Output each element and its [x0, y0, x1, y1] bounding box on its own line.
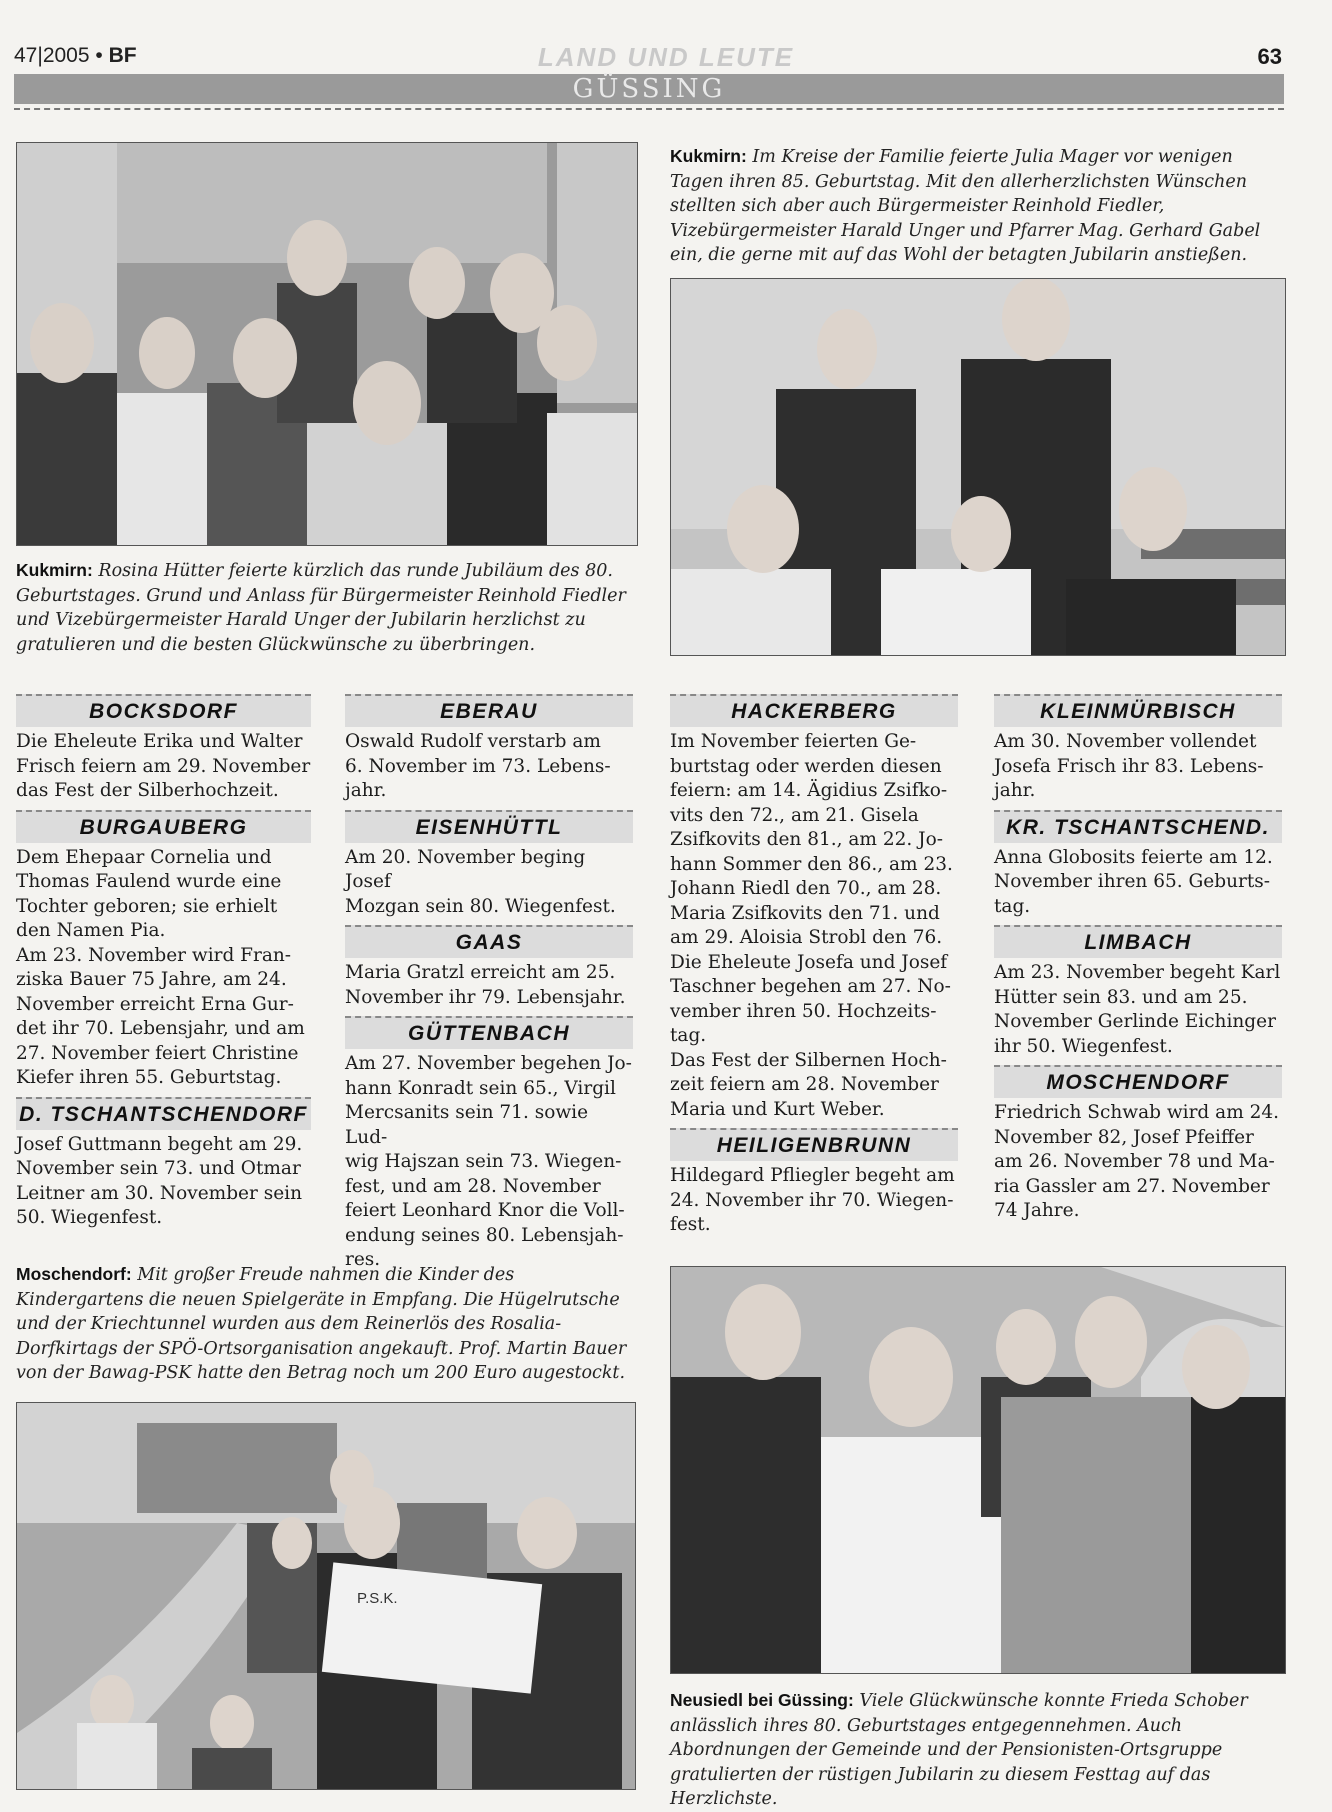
- news-item: [994, 925, 1282, 1059]
- news-heading: EISENHÜTTL: [345, 810, 633, 843]
- news-item: [345, 694, 633, 804]
- photo-neusiedl: [670, 1266, 1286, 1674]
- news-item: [345, 925, 633, 1010]
- news-item: [16, 810, 311, 1091]
- news-item: [994, 694, 1282, 804]
- news-item: [16, 694, 311, 804]
- news-heading: D. TSCHANTSCHENDORF: [16, 1097, 311, 1130]
- news-heading: BOCKSDORF: [16, 694, 311, 727]
- news-text: Josef Guttmann begeht am 29. November sein 73. und Otmar Leitner am 30. November sein 50. Wiegenfest.: [16, 1133, 303, 1228]
- news-text: Am 20. November beging Josef Mozgan sein 80. Wiegenfest.: [345, 846, 616, 917]
- section-title: LAND UND LEUTE: [537, 42, 795, 72]
- news-text: Die Eheleute Erika und Walter Frisch feiern am 29. November das Fest der Silberhochzeit.: [16, 731, 311, 801]
- news-text: Im November feierten Ge- burtstag oder werden diesen feiern: am 14. Ägidius Zsifko- vits den 72., am 21. Gisela Zsifkovits den 81., am 22. Jo- hann Sommer den 86., am 23. Johann Riedl den 70., am 28. Maria Zsifkovits den 71. und am 29. Aloisia Strobl den 76. Die Eheleute Josefa und Josef Taschner begehen am 27. No- vember ihren 50. Hochzeits- tag. Das Fest der Silbernen Hoch- zeit feiern am 28. November Maria und Kurt Weber.: [670, 731, 953, 1120]
- brand-label: BF: [108, 44, 137, 67]
- news-text: Hildegard Pfliegler begeht am 24. November ihr 70. Wiegen- fest.: [670, 1165, 955, 1235]
- photo-kukmirn-rosina: [16, 142, 638, 546]
- caption-text: Im Kreise der Familie feierte Julia Mager vor wenigen Tagen ihren 85. Geburtstag. Mit den allerherzlichsten Wünschen stellten sich aber auch Bürgermeister Reinhold Fiedler, Vizebürgermeister Harald Unger und Pfarrer Mag. Gerhard Gabel ein, die gerne mit auf das Wohl der betagten Jubilarin anstießen.: [670, 147, 1261, 265]
- news-heading: MOSCHENDORF: [994, 1065, 1282, 1098]
- news-heading: KR. TSCHANTSCHEND.: [994, 810, 1282, 843]
- news-heading: HACKERBERG: [670, 694, 958, 727]
- news-item: [345, 810, 633, 920]
- caption-location: Neusiedl bei Güssing:: [670, 1690, 854, 1710]
- region-title: GÜSSING: [572, 74, 726, 104]
- caption-location: Kukmirn:: [670, 146, 747, 166]
- issue-number: 47|2005: [14, 44, 90, 67]
- news-text: Oswald Rudolf verstarb am 6. November im 73. Lebens- jahr.: [345, 731, 611, 801]
- issue-bullet: •: [95, 44, 103, 67]
- news-column-2: [345, 694, 633, 1279]
- news-text: Friedrich Schwab wird am 24. November 82, Josef Pfeiffer am 26. November 78 und Ma- ria Gassler am 27. November 74 Jahre.: [994, 1102, 1280, 1221]
- news-column-4: [994, 694, 1282, 1230]
- news-heading: EBERAU: [345, 694, 633, 727]
- news-text: Anna Globosits feierte am 12. November ihren 65. Geburts- tag.: [994, 846, 1273, 917]
- news-text: Am 23. November begeht Karl Hütter sein 83. und am 25. November Gerlinde Eichinger ihr 50. Wiegenfest.: [994, 962, 1281, 1057]
- news-item: [670, 694, 958, 1122]
- news-item: [994, 1065, 1282, 1224]
- caption-neusiedl: [670, 1688, 1284, 1812]
- news-heading: KLEINMÜRBISCH: [994, 694, 1282, 727]
- check-psk-label: P.S.K.: [357, 1590, 398, 1607]
- news-text: Am 27. November begehen Jo- hann Konradt sein 65., Virgil Mercsanits sein 71. sowie Lud- wig Hajszan sein 73. Wiegen- fest, und am 28. November feiert Leonhard Knor die Voll- endung seines 80. Lebensjah- res.: [345, 1053, 632, 1270]
- caption-text: Mit großer Freude nahmen die Kinder des Kindergartens die neuen Spielgeräte in Empfang. Die Hügelrutsche und der Kriechtunnel wurden aus dem Reinerlös des Rosalia-Dorfkirtags der SPÖ-Ortsorganisation angekauft. Prof. Martin Bauer von der Bawag-PSK hatte den Betrag noch um 200 Euro augestockt.: [16, 1265, 627, 1383]
- caption-kukmirn-rosina: [16, 558, 646, 657]
- news-item: [345, 1016, 633, 1273]
- news-heading: GÜTTENBACH: [345, 1016, 633, 1049]
- news-column-3: [670, 694, 958, 1244]
- news-column-1: [16, 694, 311, 1237]
- caption-kukmirn-julia: [670, 144, 1284, 268]
- news-heading: HEILIGENBRUNN: [670, 1128, 958, 1161]
- caption-moschendorf: [16, 1262, 636, 1386]
- photo-kukmirn-julia: [670, 278, 1286, 656]
- caption-text: Rosina Hütter feierte kürzlich das runde Jubiläum des 80. Geburtstages. Grund und Anlass für Bürgermeister Reinhold Fiedler und Vizebürgermeister Harald Unger der Jubilarin herzlichst zu gratulieren und die besten Glückwünsche zu überbringen.: [16, 561, 626, 655]
- caption-text: Viele Glückwünsche konnte Frieda Schober anlässlich ihres 80. Geburtstages entgegennehmen. Auch Abordnungen der Gemeinde und der Pensionisten-Ortsgruppe gratulierten der rüstigen Jubilarin zu diesem Festtag auf das Herzlichste.: [670, 1691, 1248, 1809]
- header-divider: [14, 108, 1284, 110]
- news-heading: BURGAUBERG: [16, 810, 311, 843]
- news-item: [670, 1128, 958, 1238]
- news-heading: GAAS: [345, 925, 633, 958]
- photo-moschendorf-kindergarten: [16, 1402, 636, 1790]
- region-band: [14, 74, 1284, 104]
- news-heading: LIMBACH: [994, 925, 1282, 958]
- news-text: Am 30. November vollendet Josefa Frisch ihr 83. Lebens- jahr.: [994, 731, 1264, 801]
- caption-location: Moschendorf:: [16, 1264, 132, 1284]
- caption-location: Kukmirn:: [16, 560, 93, 580]
- news-item: [994, 810, 1282, 920]
- news-text: Maria Gratzl erreicht am 25. November ihr 79. Lebensjahr.: [345, 962, 626, 1008]
- news-text: Dem Ehepaar Cornelia und Thomas Faulend wurde eine Tochter geboren; sie erhielt den Namen Pia. Am 23. November wird Fran- ziska Bauer 75 Jahre, am 24. November erreicht Erna Gur- det ihr 70. Lebensjahr, und am 27. November feiert Christine Kiefer ihren 55. Geburtstag.: [16, 846, 305, 1088]
- news-item: [16, 1097, 311, 1231]
- page-number: 63: [1257, 44, 1282, 69]
